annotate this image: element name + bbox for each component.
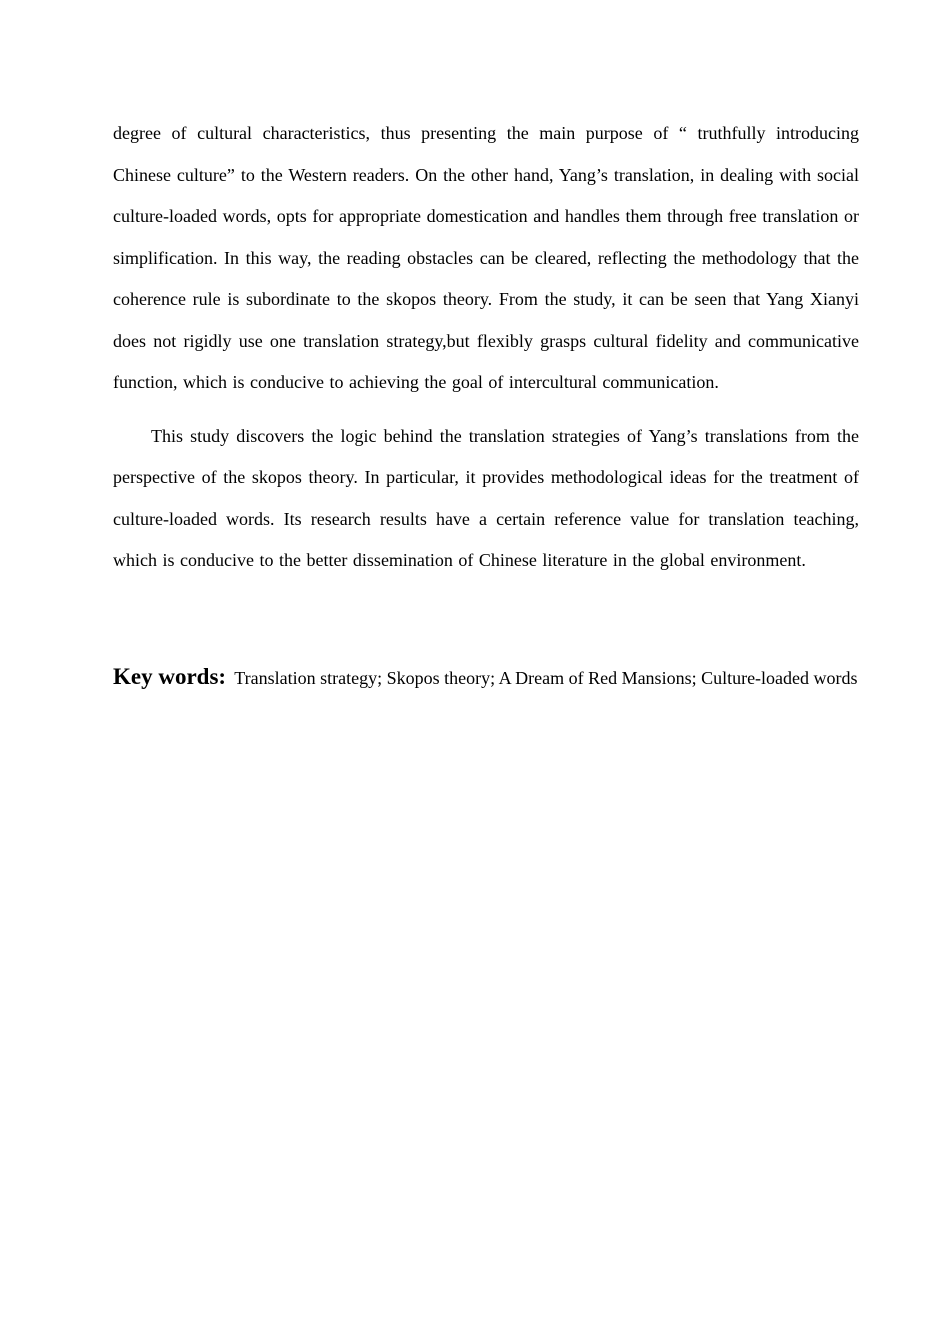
keywords-section: [113, 657, 859, 698]
keywords-label: Key words:: [113, 663, 227, 689]
body-paragraph-1: degree of cultural characteristics, thus presenting the main purpose of “ truthfully introducing Chinese culture” to the Western readers. On the other hand, Yang’s translation, in dealing with social culture-loaded words, opts for appropriate domestication and handles them through free translation or simplification. In this way, the reading obstacles can be cleared, reflecting the methodology that the coherence rule is subordinate to the skopos theory. From the study, it can be seen that Yang Xianyi does not rigidly use one translation strategy,but flexibly grasps cultural fidelity and communicative function, which is conducive to achieving the goal of intercultural communication.: [113, 123, 859, 392]
document-page: [113, 113, 859, 698]
keywords-list: Translation strategy; Skopos theory; A Dream of Red Mansions; Culture-loaded words: [234, 667, 858, 688]
body-paragraph-2: This study discovers the logic behind the translation strategies of Yang’s translations from the perspective of the skopos theory. In particular, it provides methodological ideas for the treatment of culture-loaded words. Its research results have a certain reference value for translation teaching, which is conducive to the better dissemination of Chinese literature in the global environment.: [113, 425, 859, 570]
